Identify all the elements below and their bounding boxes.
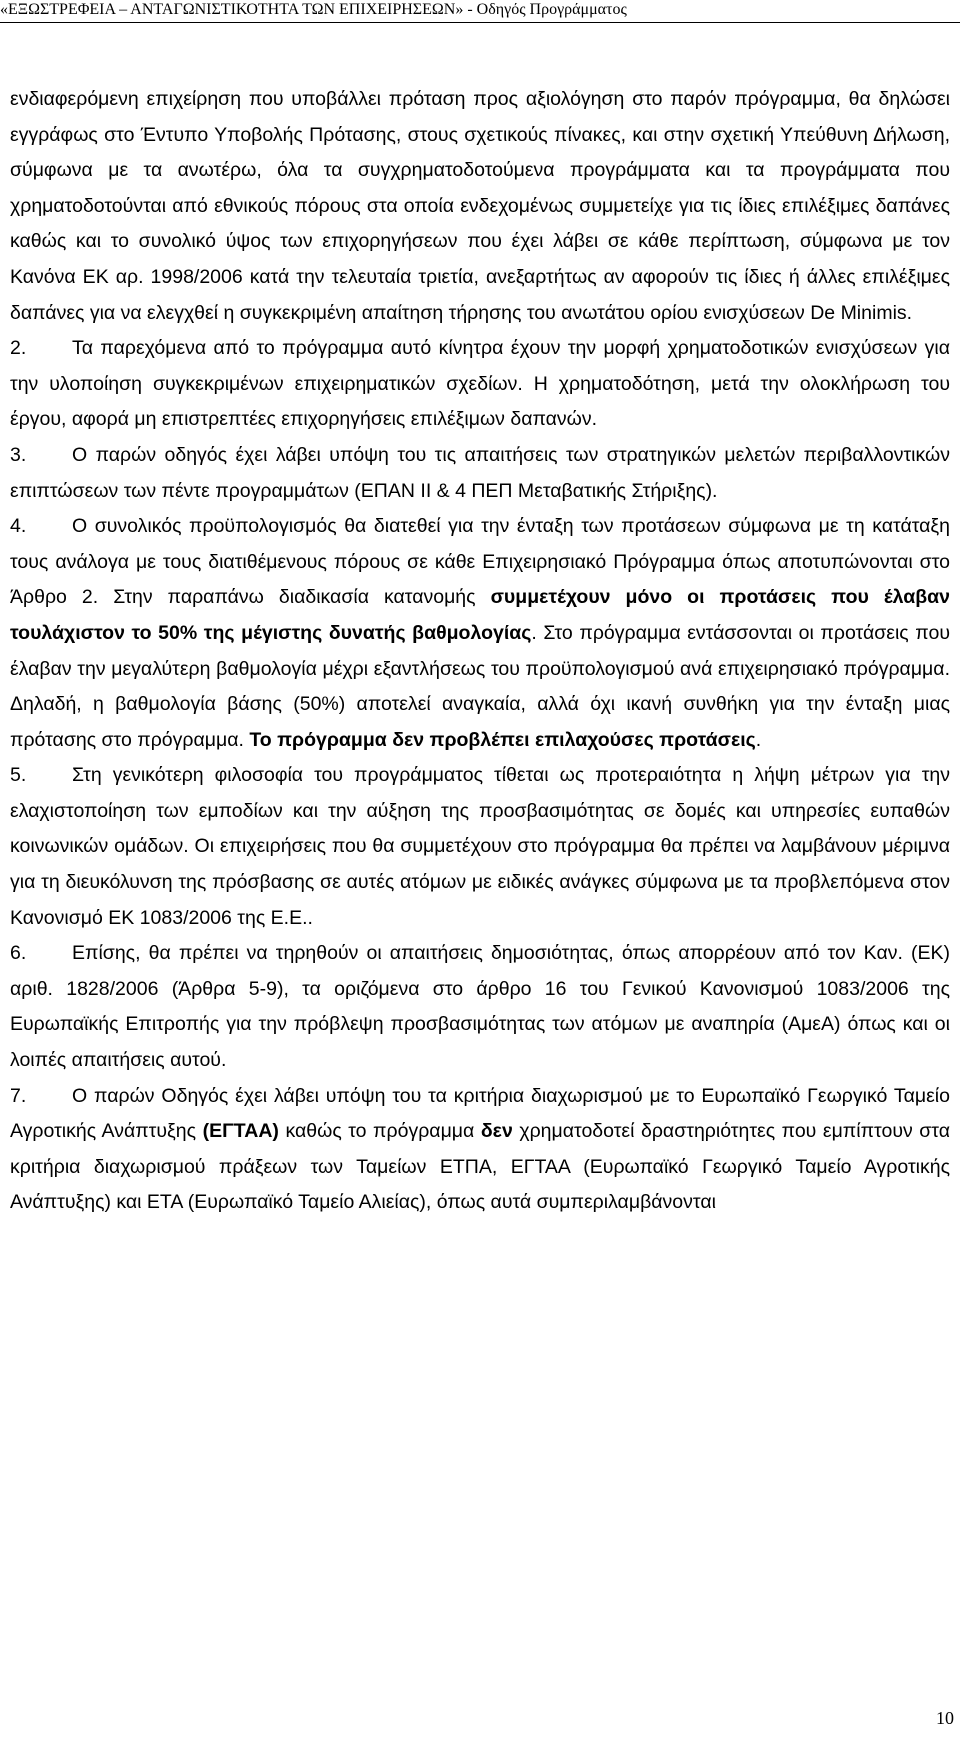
emphasis-text: (ΕΓΤΑΑ) <box>202 1120 279 1143</box>
item-number: 7. <box>10 1084 27 1107</box>
item-number: 4. <box>10 515 27 538</box>
item-number: 3. <box>10 443 27 466</box>
list-item-5 <box>10 758 950 936</box>
header-divider <box>0 22 960 23</box>
item-text: Τα παρεχόμενα από το πρόγραμμα αυτό κίνητρα έχουν την μορφή χρηματοδοτικών ενισχύσεων για την υλοποίηση συγκεκριμένων επιχειρηματικών σχεδίων. Η χρηματοδότηση, μετά την ολοκλήρωση του έργου, αφορά μη επιστρεπτέες επιχορηγήσεις επιλέξιμων δαπανών. <box>10 337 950 431</box>
item-text: καθώς το πρόγραμμα <box>278 1120 481 1143</box>
intro-paragraph: ενδιαφερόμενη επιχείρηση που υποβάλλει πρόταση προς αξιολόγηση στο παρόν πρόγραμμα, θα δηλώσει εγγράφως στο Έντυπο Υποβολής Πρότασης, στους σχετικούς πίνακες, και στην σχετική Υπεύθυνη Δήλωση, σύμφωνα με τα ανωτέρω, όλα τα συγχρηματοδοτούμενα προγράμματα και τα προγράμματα που χρηματοδοτούνται από εθνικούς πόρους στα οποία ενδεχομένως συμμετείχε για τις ίδιες επιλέξιμες δαπάνες καθώς και το συνολικό ύψος των επιχορηγήσεων που έχει λάβει σε κάθε περίπτωση, σύμφωνα με τον Κανόνα ΕΚ αρ. 1998/2006 κατά την τελευταία τριετία, ανεξαρτήτως αν αφορούν τις ίδιες ή άλλες επιλέξιμες δαπάνες για να ελεγχθεί η συγκεκριμένη απαίτηση τήρησης του ανωτάτου ορίου ενισχύσεων De Minimis. <box>10 88 950 324</box>
list-item-2 <box>10 331 950 438</box>
item-text: χρηματοδοτεί δραστηριότητες που εμπίπτουν στα κριτήρια διαχωρισμού πράξεων των Ταμείων ΕΤΠΑ, ΕΓΤΑΑ (Ευρωπαϊκό Γεωργικό Ταμείο Αγροτικής Ανάπτυξης) και ΕΤΑ (Ευρωπαϊκό Ταμείο Αλιείας), όπως αυτά συμπεριλαμβάνονται <box>10 1120 951 1214</box>
document-body <box>10 82 950 1221</box>
item-text: Στη γενικότερη φιλοσοφία του προγράμματος τίθεται ως προτεραιότητα η λήψη μέτρων για την ελαχιστοποίηση των εμποδίων και την αύξηση της προσβασιμότητας σε δομές και υπηρεσίες ευπαθών κοινωνικών ομάδων. Οι επιχειρήσεις που θα συμμετέχουν στο πρόγραμμα θα πρέπει να λαμβάνουν μέριμνα για τη διευκόλυνση της πρόσβασης σε αυτές ατόμων με ειδικές ανάγκες σύμφωνα με τα προβλεπόμενα στον Κανονισμό ΕΚ 1083/2006 της Ε.Ε.. <box>10 764 950 929</box>
item-text: Ο παρών οδηγός έχει λάβει υπόψη του τις απαιτήσεις των στρατηγικών μελετών περιβαλλοντικών επιπτώσεων των πέντε προγραμμάτων (ΕΠΑΝ ΙΙ & 4 ΠΕΠ Μεταβατικής Στήριξης). <box>10 443 950 502</box>
item-text: Ο παρών Οδηγός έχει λάβει υπόψη του τα κριτήρια διαχωρισμού με το Ευρωπαϊκό Γεωργικό Ταμείο Αγροτικής Ανάπτυξης <box>10 1084 950 1143</box>
item-number: 2. <box>10 337 27 360</box>
running-header-text: «ΕΞΩΣΤΡΕΦΕΙΑ – ΑΝΤΑΓΩΝΙΣΤΙΚΟΤΗΤΑ ΤΩΝ ΕΠΙΧΕΙΡΗΣΕΩΝ» - Οδηγός Προγράμματος <box>0 1 627 18</box>
emphasis-text: δεν <box>480 1120 513 1143</box>
item-text: . <box>755 728 762 751</box>
item-number: 6. <box>10 942 27 965</box>
running-header <box>0 0 960 20</box>
page-number: 10 <box>936 1708 954 1728</box>
list-item-7 <box>10 1079 950 1221</box>
emphasis-text: Το πρόγραμμα δεν προβλέπει επιλαχούσες προτάσεις <box>249 728 756 751</box>
item-text: Επίσης, θα πρέπει να τηρηθούν οι απαιτήσεις δημοσιότητας, όπως απορρέουν από τον Καν. (ΕΚ) αριθ. 1828/2006 (Άρθρα 5-9), τα οριζόμενα στο άρθρο 16 του Γενικού Κανονισμού 1083/2006 της Ευρωπαϊκής Επιτροπής για την πρόβλεψη προσβασιμότητας των ατόμων με αναπηρία (ΑμεΑ) όπως και οι λοιπές απαιτήσεις αυτού. <box>10 942 950 1072</box>
emphasis-text: συμμετέχουν μόνο οι προτάσεις που έλαβαν τουλάχιστον το 50% της μέγιστης δυνατής βαθμολογίας <box>10 586 950 644</box>
list-item-3 <box>10 438 950 509</box>
item-number: 5. <box>10 764 27 787</box>
item-text: Ο συνολικός προϋπολογισμός θα διατεθεί για την ένταξη των προτάσεων σύμφωνα με τη κατάταξη τους ανάλογα με τους διατιθέμενους πόρους σε κάθε Επιχειρησιακό Πρόγραμμα όπως αποτυπώνονται στο Άρθρο 2. Στην παραπάνω διαδικασία κατανομής <box>10 515 950 609</box>
list-item-4 <box>10 509 950 758</box>
list-item-6 <box>10 936 950 1078</box>
item-text: . Στο πρόγραμμα εντάσσονται οι προτάσεις που έλαβαν την μεγαλύτερη βαθμολογία μέχρι εξαντλήσεως του προϋπολογισμού ανά επιχειρησιακό πρόγραμμα. Δηλαδή, η βαθμολογία βάσης (50%) αποτελεί αναγκαία, αλλά όχι ικανή συνθήκη για την ένταξη μιας πρότασης στο πρόγραμμα. <box>10 621 950 751</box>
